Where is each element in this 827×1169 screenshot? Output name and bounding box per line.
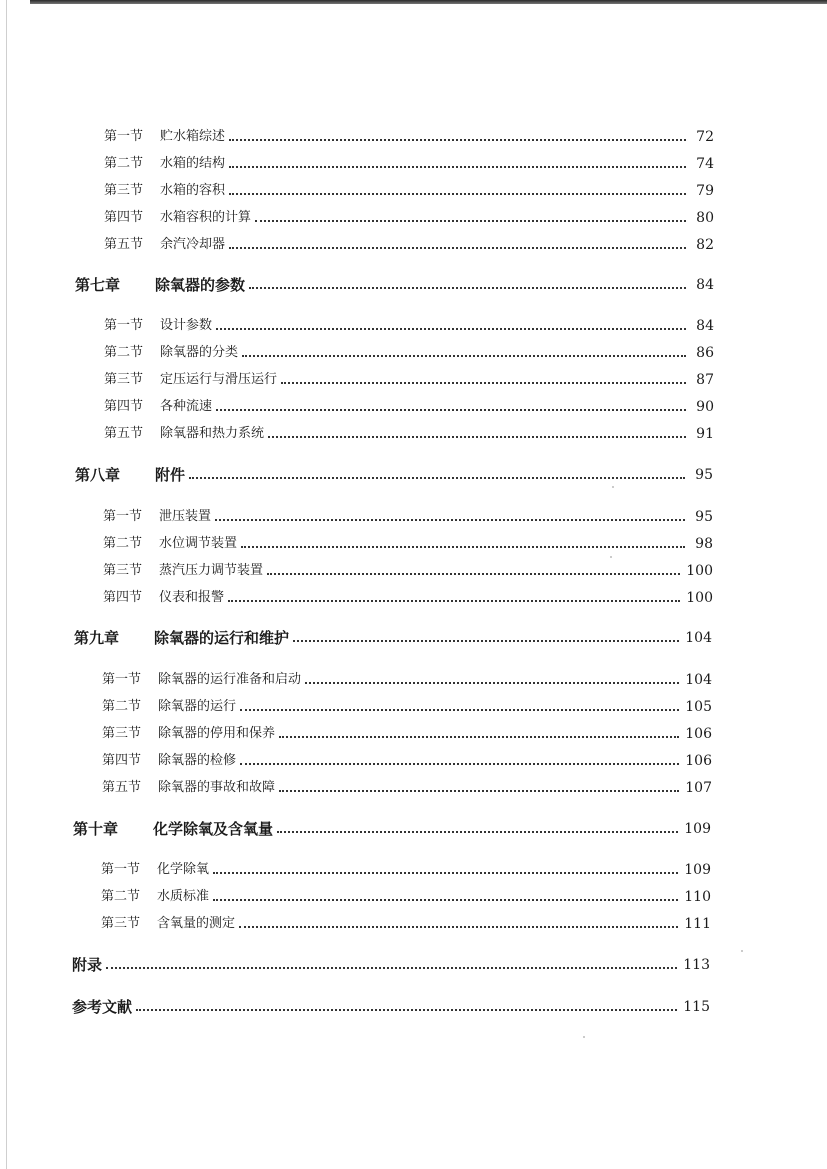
page-number: 115 bbox=[683, 999, 710, 1015]
page-number: 104 bbox=[685, 672, 712, 688]
toc-section-row[interactable] bbox=[103, 558, 713, 580]
toc-section-row[interactable] bbox=[104, 178, 714, 200]
page-number: 87 bbox=[696, 372, 714, 388]
scan-speck bbox=[610, 556, 612, 558]
toc-entry-label bbox=[103, 589, 224, 607]
entry-title: 附录 bbox=[72, 956, 103, 974]
toc-section-row[interactable] bbox=[104, 124, 714, 146]
dot-leader bbox=[239, 926, 678, 928]
dot-leader bbox=[249, 287, 686, 289]
chapter-number: 第九章 bbox=[74, 629, 120, 647]
toc-entry-label bbox=[102, 779, 275, 797]
page-number: 100 bbox=[686, 590, 713, 606]
section-number: 第一节 bbox=[102, 672, 142, 687]
dot-leader bbox=[279, 736, 679, 738]
toc-entry-label bbox=[104, 182, 225, 200]
entry-title: 贮水箱综述 bbox=[160, 129, 226, 144]
entry-title: 除氧器的停用和保养 bbox=[158, 726, 276, 741]
section-number: 第二节 bbox=[101, 889, 141, 904]
toc-section-row[interactable] bbox=[104, 232, 714, 254]
toc-entry-label bbox=[101, 861, 209, 879]
toc-section-row[interactable] bbox=[101, 911, 711, 933]
toc-chapter-row[interactable] bbox=[73, 816, 711, 838]
toc-chapter-row[interactable] bbox=[74, 625, 712, 647]
dot-leader bbox=[293, 640, 679, 642]
chapter-number: 第七章 bbox=[75, 276, 121, 294]
page-number: 72 bbox=[696, 129, 714, 145]
dot-leader bbox=[229, 139, 686, 141]
dot-leader bbox=[106, 967, 677, 969]
dot-leader bbox=[229, 166, 686, 168]
entry-title: 附件 bbox=[155, 466, 186, 484]
toc-section-row[interactable] bbox=[102, 694, 712, 716]
toc-section-row[interactable] bbox=[103, 585, 713, 607]
toc-chapter-row[interactable] bbox=[75, 272, 714, 294]
dot-leader bbox=[281, 382, 686, 384]
entry-title: 水箱的容积 bbox=[160, 183, 226, 198]
toc-entry-label bbox=[103, 535, 237, 553]
page-number: 107 bbox=[685, 780, 712, 796]
page-number: 98 bbox=[695, 536, 713, 552]
page-number: 95 bbox=[695, 467, 713, 483]
entry-title: 化学除氧及含氧量 bbox=[153, 820, 274, 838]
section-number: 第三节 bbox=[103, 563, 143, 578]
page-number: 100 bbox=[686, 563, 713, 579]
entry-title: 除氧器的参数 bbox=[155, 276, 246, 294]
entry-title: 除氧器的运行准备和启动 bbox=[158, 672, 302, 687]
section-number: 第四节 bbox=[103, 590, 143, 605]
page-number: 113 bbox=[683, 957, 710, 973]
page-number: 109 bbox=[684, 862, 711, 878]
toc-entry-label bbox=[104, 344, 238, 362]
toc-entry-label bbox=[104, 425, 264, 443]
page-number: 95 bbox=[695, 509, 713, 525]
toc-section-row[interactable] bbox=[102, 721, 712, 743]
page-number: 84 bbox=[696, 277, 714, 293]
section-number: 第二节 bbox=[104, 345, 144, 360]
section-number: 第三节 bbox=[102, 726, 142, 741]
toc-entry-label bbox=[102, 725, 275, 743]
page-number: 90 bbox=[696, 399, 714, 415]
dot-leader bbox=[240, 709, 679, 711]
dot-leader bbox=[229, 193, 686, 195]
section-number: 第一节 bbox=[104, 318, 144, 333]
toc-section-row[interactable] bbox=[101, 857, 711, 879]
toc-section-row[interactable] bbox=[104, 394, 714, 416]
toc-entry-label bbox=[73, 820, 273, 838]
page-number: 80 bbox=[696, 210, 714, 226]
dot-leader bbox=[229, 247, 686, 249]
entry-title: 除氧器的事故和故障 bbox=[158, 780, 276, 795]
dot-leader bbox=[216, 328, 686, 330]
toc-section-row[interactable] bbox=[103, 504, 713, 526]
page-number: 82 bbox=[696, 237, 714, 253]
toc-entry-label bbox=[72, 998, 132, 1016]
section-number: 第四节 bbox=[104, 399, 144, 414]
toc-chapter-row[interactable] bbox=[72, 994, 710, 1016]
page-number: 74 bbox=[696, 156, 714, 172]
entry-title: 水质标准 bbox=[157, 889, 210, 904]
section-number: 第一节 bbox=[101, 862, 141, 877]
toc-entry-label bbox=[101, 915, 235, 933]
entry-title: 除氧器的运行和维护 bbox=[154, 629, 290, 647]
toc-section-row[interactable] bbox=[104, 367, 714, 389]
toc-entry-label bbox=[101, 888, 209, 906]
dot-leader bbox=[213, 899, 678, 901]
toc-entry-label bbox=[104, 128, 225, 146]
toc-section-row[interactable] bbox=[102, 748, 712, 770]
toc-entry-label bbox=[75, 466, 185, 484]
dot-leader bbox=[189, 477, 685, 479]
section-number: 第三节 bbox=[104, 183, 144, 198]
section-number: 第四节 bbox=[104, 210, 144, 225]
entry-title: 除氧器的检修 bbox=[158, 753, 237, 768]
section-number: 第五节 bbox=[102, 780, 142, 795]
entry-title: 余汽冷却器 bbox=[160, 237, 226, 252]
page-number: 105 bbox=[685, 699, 712, 715]
entry-title: 含氧量的测定 bbox=[157, 916, 236, 931]
dot-leader bbox=[267, 573, 680, 575]
dot-leader bbox=[305, 682, 679, 684]
entry-title: 除氧器和热力系统 bbox=[160, 426, 265, 441]
entry-title: 参考文献 bbox=[72, 998, 133, 1016]
toc-section-row[interactable] bbox=[104, 421, 714, 443]
page-number: 91 bbox=[696, 426, 714, 442]
section-number: 第五节 bbox=[104, 426, 144, 441]
toc-section-row[interactable] bbox=[103, 531, 713, 553]
entry-title: 水箱的结构 bbox=[160, 156, 226, 171]
toc-chapter-row[interactable] bbox=[75, 462, 713, 484]
entry-title: 仪表和报警 bbox=[159, 590, 225, 605]
toc-entry-label bbox=[75, 276, 245, 294]
entry-title: 定压运行与滑压运行 bbox=[160, 372, 278, 387]
toc-section-row[interactable] bbox=[101, 884, 711, 906]
entry-title: 除氧器的运行 bbox=[158, 699, 237, 714]
toc-entry-label bbox=[103, 508, 211, 526]
dot-leader bbox=[215, 519, 685, 521]
page-number: 106 bbox=[685, 726, 712, 742]
page-number: 106 bbox=[685, 753, 712, 769]
chapter-number: 第十章 bbox=[73, 820, 119, 838]
toc-entry-label bbox=[74, 629, 289, 647]
toc-entry-label bbox=[102, 752, 236, 770]
section-number: 第一节 bbox=[104, 129, 144, 144]
page-number: 111 bbox=[684, 916, 711, 932]
scan-speck bbox=[741, 950, 743, 952]
dot-leader bbox=[216, 409, 686, 411]
section-number: 第三节 bbox=[104, 372, 144, 387]
toc-chapter-row[interactable] bbox=[72, 952, 710, 974]
toc-section-row[interactable] bbox=[104, 205, 714, 227]
toc-section-row[interactable] bbox=[104, 313, 714, 335]
dot-leader bbox=[241, 546, 685, 548]
page-number: 110 bbox=[684, 889, 711, 905]
section-number: 第五节 bbox=[104, 237, 144, 252]
scan-speck bbox=[583, 1036, 585, 1038]
toc-entry-label bbox=[104, 155, 225, 173]
dot-leader bbox=[277, 831, 678, 833]
toc-entry-label bbox=[104, 317, 212, 335]
toc-entry-label bbox=[102, 671, 301, 689]
section-number: 第一节 bbox=[103, 509, 143, 524]
section-number: 第三节 bbox=[101, 916, 141, 931]
section-number: 第四节 bbox=[102, 753, 142, 768]
page-number: 79 bbox=[696, 183, 714, 199]
toc-entry-label bbox=[104, 236, 225, 254]
dot-leader bbox=[240, 763, 679, 765]
chapter-number: 第八章 bbox=[75, 466, 121, 484]
toc-section-row[interactable] bbox=[104, 340, 714, 362]
toc-entry-label bbox=[103, 562, 263, 580]
dot-leader bbox=[228, 600, 680, 602]
toc-section-row[interactable] bbox=[104, 151, 714, 173]
dot-leader bbox=[268, 436, 686, 438]
section-number: 第二节 bbox=[102, 699, 142, 714]
dot-leader bbox=[136, 1009, 677, 1011]
entry-title: 水箱容积的计算 bbox=[160, 210, 252, 225]
entry-title: 各种流速 bbox=[160, 399, 213, 414]
section-number: 第二节 bbox=[104, 156, 144, 171]
toc-section-row[interactable] bbox=[102, 667, 712, 689]
page-number: 86 bbox=[696, 345, 714, 361]
toc-entry-label bbox=[72, 956, 102, 974]
entry-title: 化学除氧 bbox=[157, 862, 210, 877]
entry-title: 泄压装置 bbox=[159, 509, 212, 524]
toc-entry-label bbox=[104, 209, 251, 227]
dot-leader bbox=[213, 872, 678, 874]
page-number: 104 bbox=[685, 630, 712, 646]
dot-leader bbox=[255, 220, 686, 222]
dot-leader bbox=[279, 790, 679, 792]
toc-section-row[interactable] bbox=[102, 775, 712, 797]
section-number: 第二节 bbox=[103, 536, 143, 551]
toc-entry-label bbox=[104, 371, 277, 389]
page-number: 84 bbox=[696, 318, 714, 334]
entry-title: 设计参数 bbox=[160, 318, 213, 333]
page-number: 109 bbox=[684, 821, 711, 837]
toc-entry-label bbox=[102, 698, 236, 716]
toc-entry-label bbox=[104, 398, 212, 416]
dot-leader bbox=[242, 355, 686, 357]
scan-speck bbox=[612, 486, 614, 488]
entry-title: 蒸汽压力调节装置 bbox=[159, 563, 264, 578]
entry-title: 水位调节装置 bbox=[159, 536, 238, 551]
entry-title: 除氧器的分类 bbox=[160, 345, 239, 360]
